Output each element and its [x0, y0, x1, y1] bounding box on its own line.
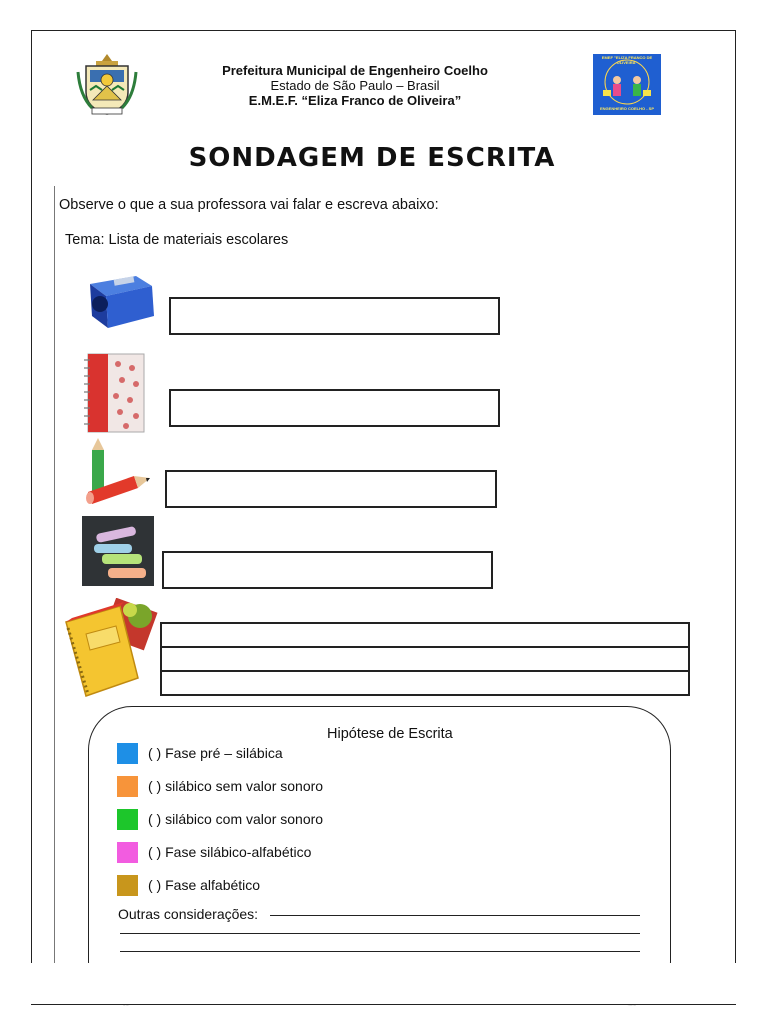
color-swatch-green: [117, 809, 138, 830]
instruction-text: Observe o que a sua professora vai falar e escreva abaixo:: [59, 197, 439, 213]
option-label: ( ) Fase alfabético: [148, 877, 261, 893]
hypothesis-title: Hipótese de Escrita: [327, 726, 453, 742]
answer-lines-box[interactable]: [160, 622, 690, 696]
header-school-name: E.M.E.F. “Eliza Franco de Oliveira”: [248, 93, 462, 108]
answer-box-3[interactable]: [165, 470, 497, 508]
answer-box-2[interactable]: [169, 389, 500, 427]
considerations-line-1[interactable]: [270, 915, 640, 916]
color-swatch-gold: [117, 875, 138, 896]
color-swatch-orange: [117, 776, 138, 797]
option-label: ( ) Fase pré – silábica: [148, 745, 283, 761]
color-swatch-pink: [117, 842, 138, 863]
option-label: ( ) silábico sem valor sonoro: [148, 778, 324, 794]
answer-line-separator-2: [162, 670, 688, 672]
page-cutoff-mask: [31, 963, 736, 1004]
answer-box-4[interactable]: [162, 551, 493, 589]
theme-label: Tema: Lista de materiais escolares: [65, 232, 289, 248]
left-margin-line: [54, 186, 55, 963]
page-title: SONDAGEM DE ESCRITA: [188, 143, 556, 173]
other-considerations-label: Outras considerações:: [118, 906, 259, 922]
school-logo-bottom-text: ENGENHEIRO COELHO - SP: [599, 106, 654, 111]
option-label: ( ) Fase silábico-alfabético: [148, 844, 312, 860]
answer-line-separator-1: [162, 646, 688, 648]
header-estado: Estado de São Paulo – Brasil: [270, 78, 440, 93]
chalk-icon: [82, 516, 154, 586]
sharpener-icon: [84, 270, 156, 332]
school-logo: [593, 54, 661, 115]
city-coat-of-arms-logo: [76, 52, 138, 118]
header-prefeitura: Prefeitura Municipal de Engenheiro Coelho: [222, 63, 488, 78]
books-icon: [64, 598, 160, 702]
school-logo-top-text: EMEF "ELIZA FRANCO DE OLIVEIRA": [601, 55, 653, 65]
considerations-line-3[interactable]: [120, 951, 640, 952]
considerations-line-2[interactable]: [120, 933, 640, 934]
answer-box-1[interactable]: [169, 297, 500, 335]
option-label: ( ) silábico com valor sonoro: [148, 811, 324, 827]
pencils-icon: [84, 436, 154, 510]
color-swatch-blue: [117, 743, 138, 764]
notebook-icon: [82, 352, 146, 434]
